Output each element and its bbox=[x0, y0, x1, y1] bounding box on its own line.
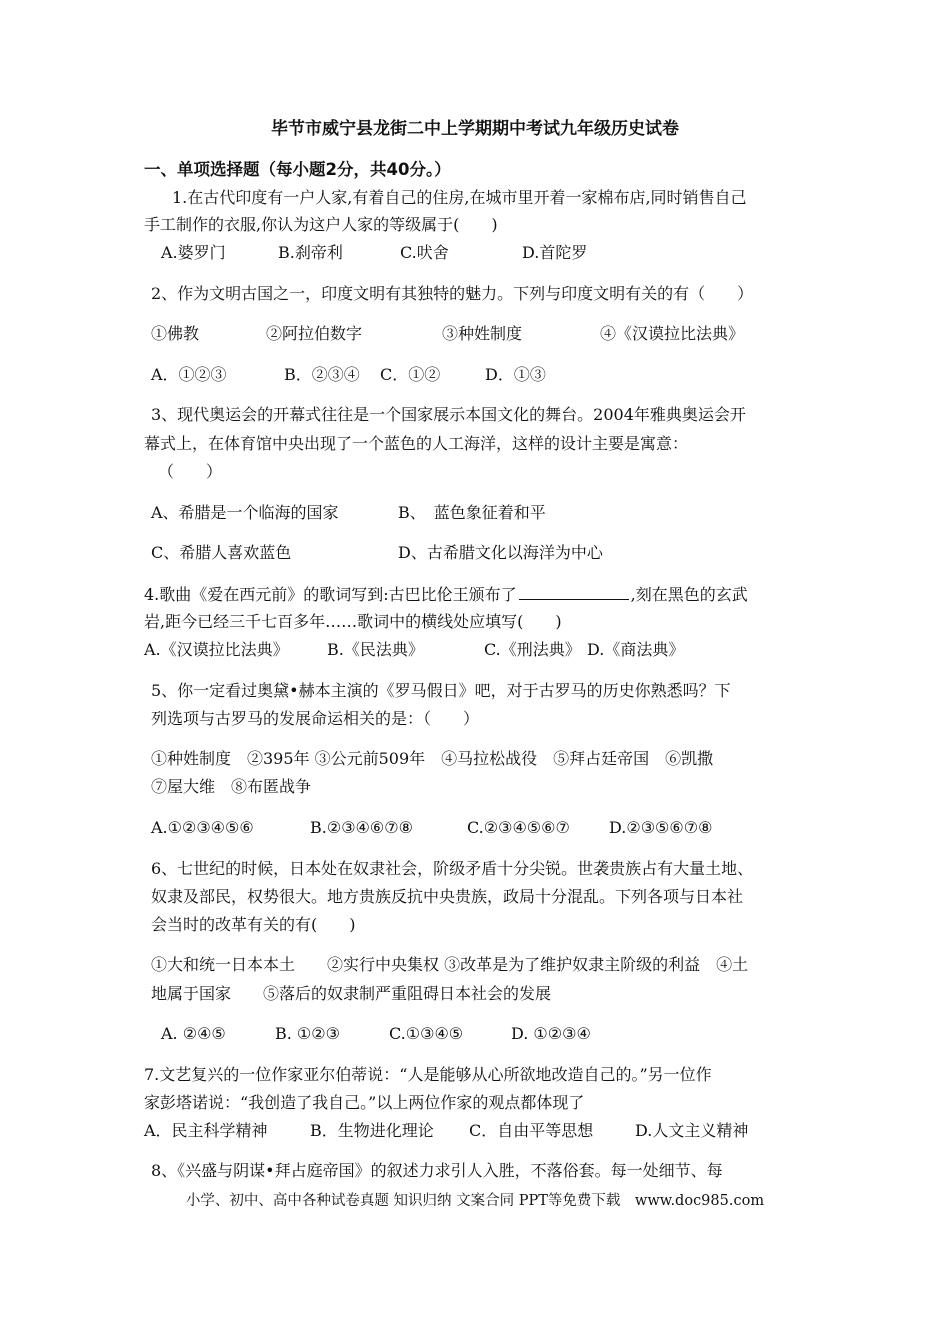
question-2-item-2: ②阿拉伯数字 bbox=[266, 324, 363, 343]
question-4-line-1 bbox=[144, 584, 748, 605]
question-3-option-c: C、希腊人喜欢蓝色 bbox=[151, 543, 292, 562]
question-2-item-3: ③种姓制度 bbox=[442, 324, 523, 343]
question-7-option-b: B．生物进化理论 bbox=[310, 1121, 434, 1140]
question-6-option-b: B. ①②③ bbox=[275, 1024, 340, 1043]
question-4-option-c: C.《刑法典》 bbox=[484, 640, 581, 659]
question-5-line-1: 5、你一定看过奥黛•赫本主演的《罗马假日》吧，对于古罗马的历史你熟悉吗？下 bbox=[151, 681, 731, 700]
question-6-option-a: A. ②④⑤ bbox=[161, 1024, 226, 1043]
question-1-option-a: A.婆罗门 bbox=[161, 243, 226, 262]
question-4-option-a: A.《汉谟拉比法典》 bbox=[144, 640, 289, 659]
page-title: 毕节市威宁县龙街二中上学期期中考试九年级历史试卷 bbox=[271, 119, 679, 139]
question-3-option-b: B、 蓝色象征着和平 bbox=[398, 503, 546, 522]
question-1-line-1: 1.在古代印度有一户人家,有着自己的住房,在城市里开着一家棉布店,同时销售自己 bbox=[172, 188, 747, 207]
question-6-items-2: 地属于国家 ⑤落后的奴隶制严重阻碍日本社会的发展 bbox=[151, 984, 552, 1003]
question-7-line-1: 7.文艺复兴的一位作家亚尔伯蒂说：“人是能够从心所欲地改造自己的。”另一位作 bbox=[144, 1065, 712, 1084]
question-6-line-3: 会当时的改革有关的有( ) bbox=[151, 915, 356, 934]
question-7-option-a: A．民主科学精神 bbox=[144, 1121, 268, 1140]
question-7-option-d: D.人文主义精神 bbox=[635, 1121, 749, 1140]
question-8-line-1: 8、《兴盛与阴谋•拜占庭帝国》的叙述力求引人入胜，不落俗套。每一处细节、每 bbox=[151, 1161, 723, 1180]
question-2-option-d: D．①③ bbox=[485, 365, 546, 384]
question-2-stem: 2、作为文明古国之一，印度文明有其独特的魅力。下列与印度文明有关的有（ ） bbox=[151, 284, 754, 303]
question-1-option-c: C.吠舍 bbox=[400, 243, 449, 262]
question-1-option-d: D.首陀罗 bbox=[522, 243, 588, 262]
question-1-option-b: B.刹帝利 bbox=[278, 243, 343, 262]
question-6-option-c: C.①③④⑤ bbox=[389, 1024, 464, 1043]
question-5-items-1: ①种姓制度 ②395年 ③公元前509年 ④马拉松战役 ⑤拜占廷帝国 ⑥凯撒 bbox=[151, 749, 714, 768]
question-5-line-2: 列选项与古罗马的发展命运相关的是：（ ） bbox=[151, 709, 480, 728]
question-4-option-d: D.《商法典》 bbox=[587, 640, 685, 659]
question-4-text-before-blank: 4.歌曲《爱在西元前》的歌词写到:古巴比伦王颁布了 bbox=[144, 585, 517, 604]
question-2-option-b: B．②③④ bbox=[284, 365, 360, 384]
question-5-option-a: A.①②③④⑤⑥ bbox=[151, 818, 254, 837]
question-2-option-c: C．①② bbox=[380, 365, 441, 384]
question-4-line-2: 岩,距今已经三千七百多年……歌词中的横线处应填写( ) bbox=[144, 612, 562, 631]
question-2-item-1: ①佛教 bbox=[151, 324, 200, 343]
question-3-line-2: 幕式上，在体育馆中央出现了一个蓝色的人工海洋，这样的设计主要是寓意： bbox=[144, 434, 689, 453]
question-4-text-after-blank: ,刻在黑色的玄武 bbox=[630, 585, 748, 604]
question-6-line-1: 6、七世纪的时候，日本处在奴隶社会，阶级矛盾十分尖锐。世袭贵族占有大量土地、 bbox=[151, 859, 754, 878]
answer-blank bbox=[519, 584, 629, 600]
question-6-items-1: ①大和统一日本本土 ②实行中央集权 ③改革是为了维护奴隶主阶级的利益 ④土 bbox=[151, 955, 749, 974]
question-5-option-d: D.②③⑤⑥⑦⑧ bbox=[609, 818, 713, 837]
question-3-option-d: D、古希腊文化以海洋为中心 bbox=[398, 543, 603, 562]
question-3-line-1: 3、现代奥运会的开幕式往往是一个国家展示本国文化的舞台。2004年雅典奥运会开 bbox=[151, 405, 746, 424]
question-1-line-2: 手工制作的衣服,你认为这户人家的等级属于( ) bbox=[144, 215, 498, 234]
question-3-option-a: A、希腊是一个临海的国家 bbox=[151, 503, 339, 522]
question-5-option-b: B.②③④⑥⑦⑧ bbox=[310, 818, 413, 837]
section-heading: 一、单项选择题（每小题2分，共40分。） bbox=[144, 160, 451, 179]
question-6-line-2: 奴隶及部民，权势很大。地方贵族反抗中央贵族，政局十分混乱。下列各项与日本社 bbox=[151, 887, 744, 906]
page-footer[interactable]: 小学、初中、高中各种试卷真题 知识归纳 文案合同 PPT等免费下载 www.doc985.com bbox=[185, 1193, 765, 1209]
question-6-option-d: D. ①②③④ bbox=[511, 1024, 591, 1043]
question-2-option-a: A．①②③ bbox=[151, 365, 227, 384]
question-7-option-c: C．自由平等思想 bbox=[469, 1121, 594, 1140]
question-2-item-4: ④《汉谟拉比法典》 bbox=[600, 324, 745, 343]
question-4-option-b: B.《民法典》 bbox=[327, 640, 424, 659]
question-7-line-2: 家彭塔诺说：“我创造了我自己。”以上两位作家的观点都体现了 bbox=[144, 1093, 585, 1112]
question-3-line-3: （ ） bbox=[158, 462, 223, 481]
question-5-option-c: C.②③④⑤⑥⑦ bbox=[467, 818, 570, 837]
question-5-items-2: ⑦屋大维 ⑧布匿战争 bbox=[151, 777, 312, 796]
